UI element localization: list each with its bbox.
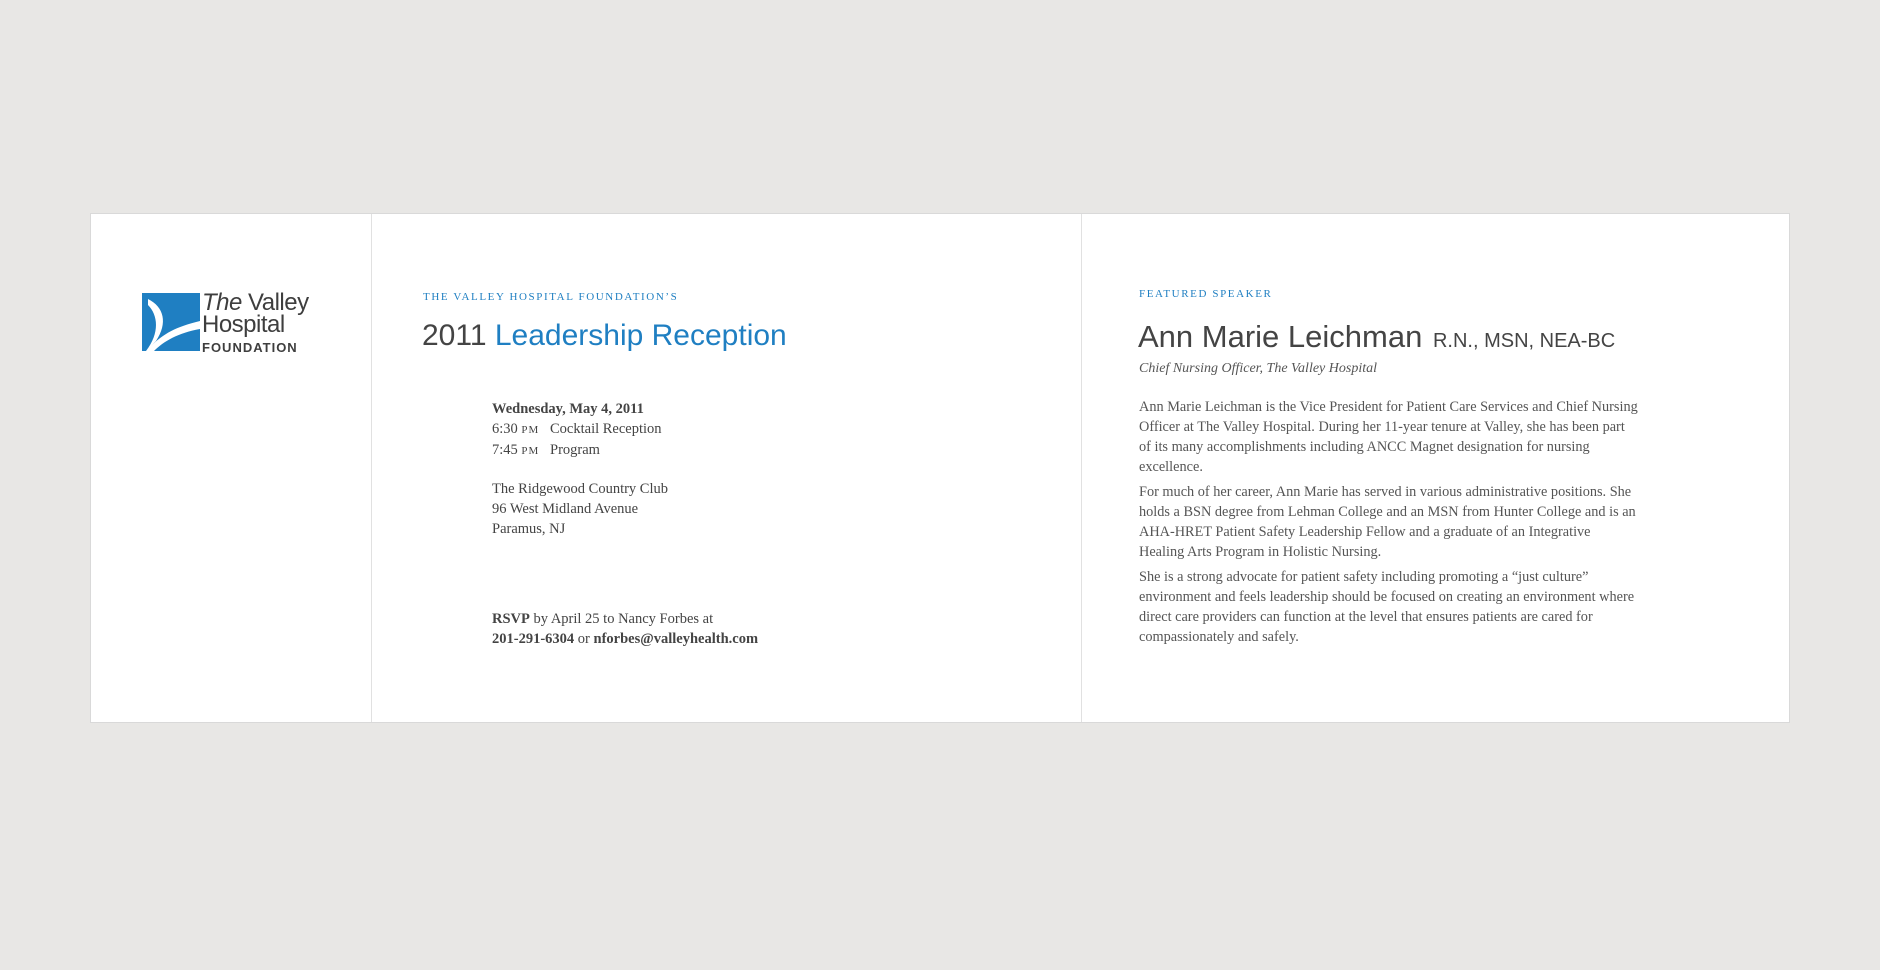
schedule-label: Cocktail Reception [550, 421, 662, 437]
rsvp-line-2 [492, 629, 758, 649]
schedule-time-value: 6:30 [492, 421, 518, 437]
schedule-time [492, 419, 550, 440]
rsvp-or: or [574, 631, 594, 647]
logo-line-2: Hospital [202, 311, 285, 338]
rsvp-label: RSVP [492, 611, 530, 627]
logo-line-3: FOUNDATION [202, 340, 298, 355]
event-title-name: Leadership Reception [494, 319, 787, 352]
schedule-time-value: 7:45 [492, 442, 518, 458]
logo-valley: Valley [241, 289, 309, 316]
schedule-row [492, 440, 662, 461]
rsvp-line-1 [492, 609, 758, 629]
schedule-ampm: PM [521, 445, 540, 457]
bio-paragraph: Ann Marie Leichman is the Vice President for Patient Care Services and Chief Nursing Officer at The Valley Hospital. During her 11-year tenure at Valley, she has been part of its many accomplishments including ANCC Magnet designation for nursing excellence. [1139, 399, 1638, 475]
venue-street: 96 West Midland Avenue [492, 501, 639, 517]
panel-divider-left [371, 214, 372, 722]
event-schedule [492, 399, 662, 461]
venue-name: The Ridgewood Country Club [492, 481, 669, 497]
speaker-kicker: FEATURED SPEAKER [1139, 288, 1273, 300]
rsvp-info [492, 609, 758, 649]
logo-wordmark [202, 291, 309, 354]
logo-mark-icon [142, 293, 200, 351]
panel-divider-right [1081, 214, 1082, 722]
schedule-label: Program [550, 442, 600, 458]
speaker-name-text: Ann Marie Leichman [1138, 319, 1423, 354]
bio-paragraph: For much of her career, Ann Marie has served in various administrative positions. She holds a BSN degree from Lehman College and an MSN from Hunter College and is an AHA-HRET Patient Safety Leadership Fellow and a graduate of an Integrative Healing Arts Program in Holistic Nursing. [1139, 484, 1636, 560]
event-date: Wednesday, May 4, 2011 [492, 401, 644, 417]
speaker-title: Chief Nursing Officer, The Valley Hospital [1139, 361, 1377, 376]
speaker-bio [1139, 397, 1639, 652]
schedule-time [492, 440, 550, 461]
event-kicker: THE VALLEY HOSPITAL FOUNDATION’S [423, 291, 679, 303]
event-title [422, 319, 787, 353]
rsvp-deadline: by April 25 to Nancy Forbes at [529, 611, 714, 627]
valley-hospital-foundation-logo [142, 291, 312, 355]
schedule-row [492, 419, 662, 440]
rsvp-phone: 201-291-6304 [492, 631, 575, 647]
event-title-year: 2011 [422, 319, 487, 352]
speaker-name [1138, 319, 1615, 355]
invitation-card [90, 213, 1790, 723]
venue-city: Paramus, NJ [492, 521, 566, 537]
event-venue [492, 479, 668, 539]
logo-the: The [202, 289, 242, 316]
schedule-ampm: PM [521, 424, 540, 436]
speaker-credentials: R.N., MSN, NEA-BC [1432, 330, 1616, 352]
rsvp-email: nforbes@valleyhealth.com [593, 631, 759, 647]
bio-paragraph: She is a strong advocate for patient safety including promoting a “just culture” environment and feels leadership should be focused on creating an environment where direct care providers can function at the level that ensures patients are cared for compassionately and safely. [1139, 569, 1635, 645]
